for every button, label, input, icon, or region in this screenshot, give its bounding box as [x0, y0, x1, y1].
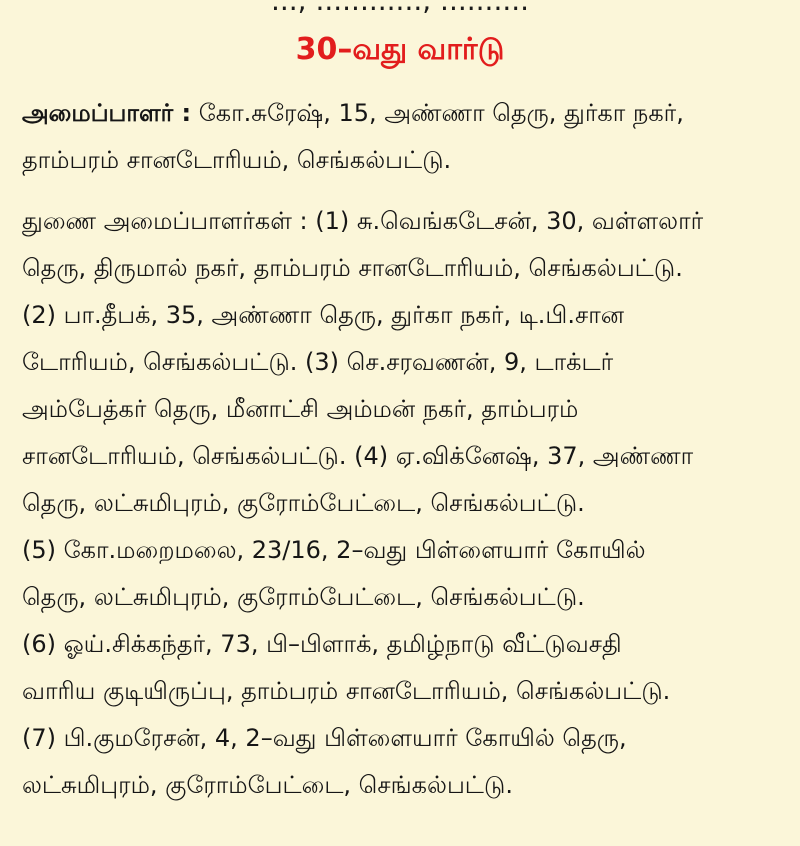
- deputy-organizers-label: துணை அமைப்பாளர்கள் :: [22, 207, 308, 235]
- organizer-line-1: [22, 90, 778, 137]
- organizer-text-1: கோ.சுரேஷ், 15, அண்ணா தெரு, துர்கா நகர்,: [198, 99, 684, 127]
- organizer-label: அமைப்பாளர் :: [22, 99, 192, 127]
- deputy-line-12: (7) பி.குமரேசன், 4, 2–வது பிள்ளையார் கோயில் தெரு,: [22, 724, 627, 752]
- ward-heading: 30–வது வார்டு: [295, 32, 505, 67]
- deputy-line-13: லட்சுமிபுரம், குரோம்பேட்டை, செங்கல்பட்டு.: [22, 771, 513, 799]
- cut-off-top-text: [0, 0, 800, 16]
- deputy-organizers-paragraph: [22, 198, 778, 809]
- organizer-line-2: தாம்பரம் சானடோரியம், செங்கல்பட்டு.: [22, 146, 452, 174]
- deputy-line-11: வாரிய குடியிருப்பு, தாம்பரம் சானடோரியம், செங்கல்பட்டு.: [22, 677, 671, 705]
- deputy-line-3: (2) பா.தீபக், 35, அண்ணா தெரு, துர்கா நகர், டி.பி.சான: [22, 301, 625, 329]
- organizer-paragraph: [22, 90, 778, 184]
- deputy-line-5: அம்பேத்கர் தெரு, மீனாட்சி அம்மன் நகர், தாம்பரம்: [22, 395, 579, 423]
- deputy-line-4: டோரியம், செங்கல்பட்டு. (3) செ.சரவணன், 9, டாக்டர்: [22, 348, 614, 376]
- deputy-line-6: சானடோரியம், செங்கல்பட்டு. (4) ஏ.விக்னேஷ், 37, அண்ணா: [22, 442, 694, 470]
- deputy-line-2: தெரு, திருமால் நகர், தாம்பரம் சானடோரியம், செங்கல்பட்டு.: [22, 254, 683, 282]
- deputy-line-7: தெரு, லட்சுமிபுரம், குரோம்பேட்டை, செங்கல்பட்டு.: [22, 489, 585, 517]
- deputy-line-8: (5) கோ.மறைமலை, 23/16, 2–வது பிள்ளையார் கோயில்: [22, 536, 646, 564]
- deputy-line-1: [22, 198, 778, 245]
- deputy-line-9: தெரு, லட்சுமிபுரம், குரோம்பேட்டை, செங்கல்பட்டு.: [22, 583, 585, 611]
- deputy-line-10: (6) ஓய்.சிக்கந்தர், 73, பி–பிளாக், தமிழ்நாடு வீட்டுவசதி: [22, 630, 622, 658]
- deputy-text-1: (1) சு.வெங்கடேசன், 30, வள்ளலார்: [315, 207, 704, 235]
